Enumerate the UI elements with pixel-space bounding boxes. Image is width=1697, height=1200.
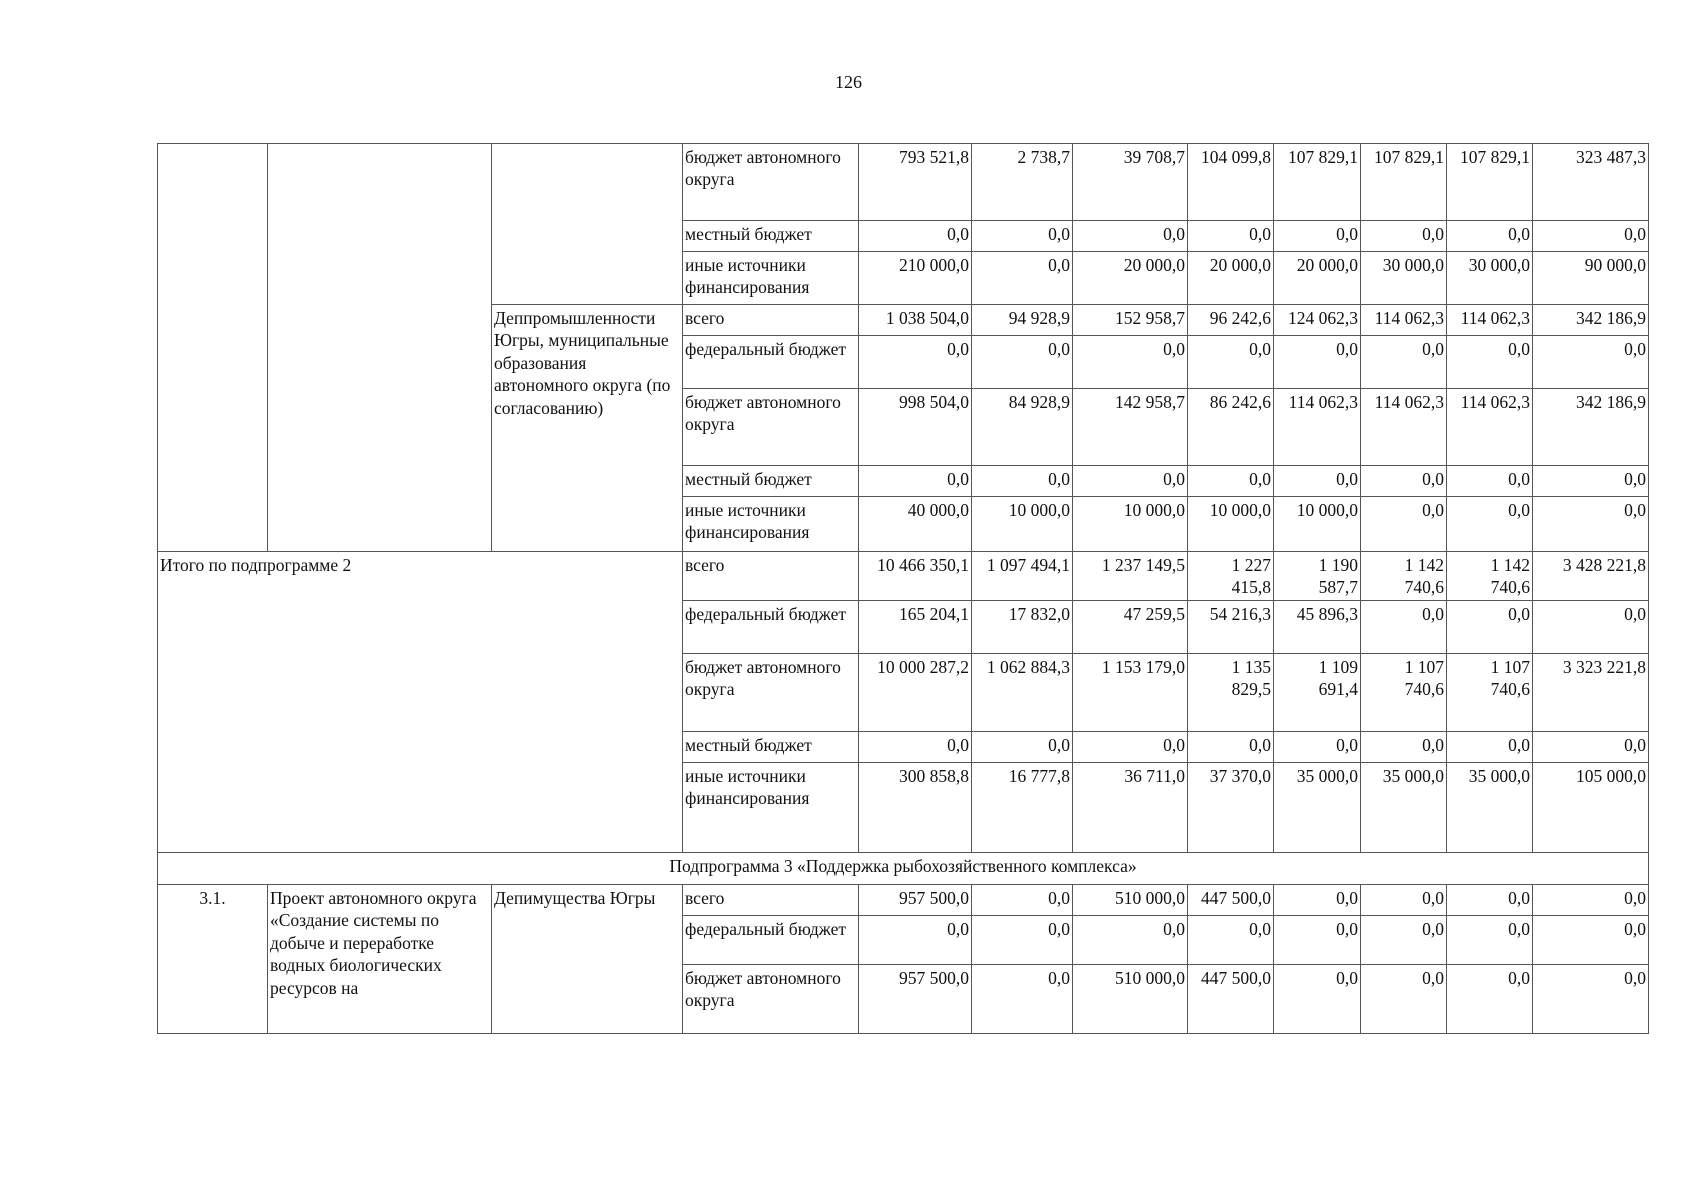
funding-source-cell: федеральный бюджет <box>683 336 859 389</box>
funding-source-cell: бюджет автономного округа <box>683 965 859 1034</box>
amount-cell: 0,0 <box>1533 601 1649 654</box>
amount-cell: 510 000,0 <box>1073 885 1188 916</box>
amount-cell: 0,0 <box>1533 732 1649 763</box>
funding-source-cell: местный бюджет <box>683 732 859 763</box>
amount-cell: 0,0 <box>1447 965 1533 1034</box>
total-label-cell: Итого по подпрограмме 2 <box>158 552 683 853</box>
amount-cell: 30 000,0 <box>1361 252 1447 305</box>
row-number-cell <box>158 144 268 552</box>
funding-source-cell: федеральный бюджет <box>683 916 859 965</box>
amount-cell: 0,0 <box>1073 466 1188 497</box>
budget-table-body <box>158 144 1649 1034</box>
amount-cell: 1 062 884,3 <box>972 654 1073 732</box>
amount-cell: 30 000,0 <box>1447 252 1533 305</box>
amount-cell: 0,0 <box>1361 965 1447 1034</box>
amount-cell: 0,0 <box>1533 497 1649 552</box>
amount-cell: 86 242,6 <box>1188 389 1274 466</box>
executor-cell <box>492 144 683 305</box>
amount-cell: 0,0 <box>1274 916 1361 965</box>
amount-cell: 1 142 740,6 <box>1447 552 1533 601</box>
amount-cell: 0,0 <box>1533 221 1649 252</box>
amount-cell: 0,0 <box>1447 916 1533 965</box>
amount-cell: 0,0 <box>1361 916 1447 965</box>
amount-cell: 0,0 <box>1447 885 1533 916</box>
amount-cell: 10 466 350,1 <box>859 552 972 601</box>
amount-cell: 0,0 <box>1533 916 1649 965</box>
amount-cell: 47 259,5 <box>1073 601 1188 654</box>
amount-cell: 0,0 <box>1073 221 1188 252</box>
funding-source-cell: всего <box>683 305 859 336</box>
amount-cell: 96 242,6 <box>1188 305 1274 336</box>
amount-cell: 0,0 <box>972 916 1073 965</box>
amount-cell: 510 000,0 <box>1073 965 1188 1034</box>
amount-cell: 10 000,0 <box>1188 497 1274 552</box>
amount-cell: 2 738,7 <box>972 144 1073 221</box>
amount-cell: 0,0 <box>1361 336 1447 389</box>
table-row <box>158 552 1649 601</box>
amount-cell: 1 142 740,6 <box>1361 552 1447 601</box>
amount-cell: 447 500,0 <box>1188 885 1274 916</box>
budget-table <box>157 143 1649 1034</box>
amount-cell: 10 000 287,2 <box>859 654 972 732</box>
amount-cell: 114 062,3 <box>1361 389 1447 466</box>
funding-source-cell: бюджет автономного округа <box>683 389 859 466</box>
amount-cell: 37 370,0 <box>1188 763 1274 853</box>
amount-cell: 0,0 <box>972 732 1073 763</box>
amount-cell: 0,0 <box>1073 732 1188 763</box>
amount-cell: 0,0 <box>1533 336 1649 389</box>
amount-cell: 998 504,0 <box>859 389 972 466</box>
amount-cell: 114 062,3 <box>1274 389 1361 466</box>
amount-cell: 107 829,1 <box>1274 144 1361 221</box>
amount-cell: 54 216,3 <box>1188 601 1274 654</box>
amount-cell: 10 000,0 <box>1274 497 1361 552</box>
amount-cell: 0,0 <box>1361 466 1447 497</box>
executor-cell: Депимущества Югры <box>492 885 683 1034</box>
funding-source-cell: всего <box>683 885 859 916</box>
amount-cell: 20 000,0 <box>1274 252 1361 305</box>
amount-cell: 0,0 <box>1188 732 1274 763</box>
executor-cell: Деппромышленности Югры, муниципальные образования автономного округа (по согласованию) <box>492 305 683 552</box>
amount-cell: 1 190 587,7 <box>1274 552 1361 601</box>
amount-cell: 1 097 494,1 <box>972 552 1073 601</box>
amount-cell: 0,0 <box>972 336 1073 389</box>
amount-cell: 0,0 <box>859 466 972 497</box>
amount-cell: 40 000,0 <box>859 497 972 552</box>
amount-cell: 0,0 <box>1447 732 1533 763</box>
amount-cell: 342 186,9 <box>1533 389 1649 466</box>
amount-cell: 210 000,0 <box>859 252 972 305</box>
amount-cell: 0,0 <box>972 965 1073 1034</box>
amount-cell: 0,0 <box>1361 885 1447 916</box>
amount-cell: 1 038 504,0 <box>859 305 972 336</box>
amount-cell: 957 500,0 <box>859 885 972 916</box>
amount-cell: 142 958,7 <box>1073 389 1188 466</box>
amount-cell: 1 109 691,4 <box>1274 654 1361 732</box>
subprogram-header-row <box>158 853 1649 885</box>
amount-cell: 107 829,1 <box>1361 144 1447 221</box>
amount-cell: 114 062,3 <box>1361 305 1447 336</box>
funding-source-cell: иные источники финансирования <box>683 763 859 853</box>
amount-cell: 0,0 <box>859 221 972 252</box>
amount-cell: 0,0 <box>1188 916 1274 965</box>
amount-cell: 793 521,8 <box>859 144 972 221</box>
funding-source-cell: всего <box>683 552 859 601</box>
amount-cell: 0,0 <box>1274 732 1361 763</box>
amount-cell: 323 487,3 <box>1533 144 1649 221</box>
amount-cell: 16 777,8 <box>972 763 1073 853</box>
amount-cell: 84 928,9 <box>972 389 1073 466</box>
amount-cell: 0,0 <box>859 336 972 389</box>
amount-cell: 342 186,9 <box>1533 305 1649 336</box>
amount-cell: 0,0 <box>1533 965 1649 1034</box>
table-row <box>158 885 1649 916</box>
amount-cell: 35 000,0 <box>1361 763 1447 853</box>
amount-cell: 957 500,0 <box>859 965 972 1034</box>
amount-cell: 447 500,0 <box>1188 965 1274 1034</box>
amount-cell: 36 711,0 <box>1073 763 1188 853</box>
amount-cell: 20 000,0 <box>1073 252 1188 305</box>
amount-cell: 90 000,0 <box>1533 252 1649 305</box>
amount-cell: 0,0 <box>972 221 1073 252</box>
amount-cell: 0,0 <box>1274 221 1361 252</box>
amount-cell: 0,0 <box>972 466 1073 497</box>
amount-cell: 3 428 221,8 <box>1533 552 1649 601</box>
amount-cell: 3 323 221,8 <box>1533 654 1649 732</box>
amount-cell: 0,0 <box>1188 336 1274 389</box>
amount-cell: 0,0 <box>1533 466 1649 497</box>
amount-cell: 1 227 415,8 <box>1188 552 1274 601</box>
amount-cell: 0,0 <box>1188 221 1274 252</box>
funding-source-cell: федеральный бюджет <box>683 601 859 654</box>
amount-cell: 1 107 740,6 <box>1447 654 1533 732</box>
funding-source-cell: иные источники финансирования <box>683 252 859 305</box>
amount-cell: 35 000,0 <box>1447 763 1533 853</box>
amount-cell: 0,0 <box>1447 601 1533 654</box>
amount-cell: 114 062,3 <box>1447 389 1533 466</box>
funding-source-cell: бюджет автономного округа <box>683 144 859 221</box>
amount-cell: 0,0 <box>1533 885 1649 916</box>
amount-cell: 0,0 <box>972 252 1073 305</box>
amount-cell: 0,0 <box>859 732 972 763</box>
amount-cell: 20 000,0 <box>1188 252 1274 305</box>
amount-cell: 0,0 <box>1361 601 1447 654</box>
amount-cell: 0,0 <box>1361 497 1447 552</box>
funding-source-cell: местный бюджет <box>683 466 859 497</box>
amount-cell: 1 135 829,5 <box>1188 654 1274 732</box>
amount-cell: 45 896,3 <box>1274 601 1361 654</box>
amount-cell: 0,0 <box>859 916 972 965</box>
amount-cell: 17 832,0 <box>972 601 1073 654</box>
funding-source-cell: иные источники финансирования <box>683 497 859 552</box>
funding-source-cell: местный бюджет <box>683 221 859 252</box>
measure-name-cell <box>268 144 492 552</box>
amount-cell: 104 099,8 <box>1188 144 1274 221</box>
amount-cell: 39 708,7 <box>1073 144 1188 221</box>
amount-cell: 0,0 <box>1447 497 1533 552</box>
funding-source-cell: бюджет автономного округа <box>683 654 859 732</box>
project-name-cell: Проект автономного округа «Создание системы по добыче и переработке водных биологических ресурсов на <box>268 885 492 1034</box>
amount-cell: 0,0 <box>1274 885 1361 916</box>
amount-cell: 300 858,8 <box>859 763 972 853</box>
amount-cell: 124 062,3 <box>1274 305 1361 336</box>
amount-cell: 107 829,1 <box>1447 144 1533 221</box>
amount-cell: 35 000,0 <box>1274 763 1361 853</box>
amount-cell: 0,0 <box>972 885 1073 916</box>
amount-cell: 0,0 <box>1274 466 1361 497</box>
page-number: 126 <box>835 72 862 92</box>
amount-cell: 105 000,0 <box>1533 763 1649 853</box>
amount-cell: 0,0 <box>1361 732 1447 763</box>
amount-cell: 0,0 <box>1274 336 1361 389</box>
row-number-cell: 3.1. <box>158 885 268 1034</box>
amount-cell: 152 958,7 <box>1073 305 1188 336</box>
amount-cell: 1 153 179,0 <box>1073 654 1188 732</box>
amount-cell: 0,0 <box>1447 336 1533 389</box>
amount-cell: 0,0 <box>1188 466 1274 497</box>
amount-cell: 10 000,0 <box>972 497 1073 552</box>
amount-cell: 0,0 <box>1274 965 1361 1034</box>
amount-cell: 0,0 <box>1073 916 1188 965</box>
amount-cell: 1 237 149,5 <box>1073 552 1188 601</box>
amount-cell: 0,0 <box>1361 221 1447 252</box>
amount-cell: 0,0 <box>1447 466 1533 497</box>
amount-cell: 94 928,9 <box>972 305 1073 336</box>
amount-cell: 10 000,0 <box>1073 497 1188 552</box>
amount-cell: 0,0 <box>1073 336 1188 389</box>
subprogram-title-cell: Подпрограмма 3 «Поддержка рыбохозяйственного комплекса» <box>158 853 1649 885</box>
amount-cell: 165 204,1 <box>859 601 972 654</box>
amount-cell: 1 107 740,6 <box>1361 654 1447 732</box>
amount-cell: 0,0 <box>1447 221 1533 252</box>
amount-cell: 114 062,3 <box>1447 305 1533 336</box>
table-row <box>158 144 1649 221</box>
